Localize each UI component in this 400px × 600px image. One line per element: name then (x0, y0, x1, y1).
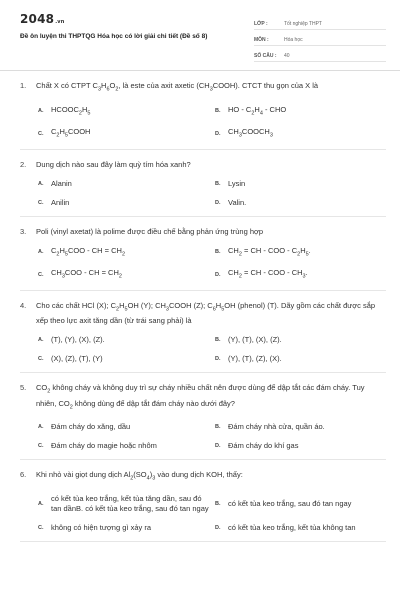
question-text: $CO_2$ không cháy và không duy trì sự cháy nhiều chất nên được dùng để dập tắt các đám cháy. Tuy nhiên, $CO_2$ không dùng để dập tắt đám cháy nào dưới đây? (36, 383, 365, 410)
question-stem (20, 382, 386, 413)
answer-option-b[interactable] (215, 335, 386, 345)
question-number: 1. (20, 81, 27, 90)
meta-row-question-count (254, 46, 386, 62)
answer-option-d[interactable] (215, 127, 386, 141)
answer-option-b[interactable] (215, 246, 386, 260)
option-letter: D. (215, 356, 221, 362)
document-title: Đề ôn luyện thi THPTQG Hóa học có lời giải chi tiết (Đề số 8) (20, 33, 208, 40)
answer-option-d[interactable] (215, 441, 386, 451)
option-letter: C. (38, 130, 44, 137)
option-text: Anilin (51, 197, 70, 207)
answer-option-b[interactable] (215, 179, 386, 189)
option-text: không có hiện tượng gì xảy ra (51, 522, 151, 532)
question-number: 4. (20, 300, 27, 310)
option-letter: A. (38, 337, 44, 343)
answer-option-c[interactable] (38, 198, 209, 208)
question-stem (20, 80, 386, 96)
option-text: $C_2H_5COO$ - CH = $CH_2$ (51, 245, 125, 257)
document-meta (254, 14, 386, 62)
question-6 (20, 469, 386, 542)
answer-option-a[interactable] (38, 105, 209, 119)
option-text: Đám cháy nhà cửa, quần áo. (228, 422, 325, 431)
answer-option-b[interactable] (215, 422, 386, 432)
question-1 (20, 80, 386, 150)
option-text: Đám cháy do magie hoặc nhôm (51, 441, 157, 450)
question-text: Cho các chất HCl (X); $C_2H_5OH$ (Y); $CH_3COOH$ (Z); $C_6H_5OH$ (phenol) (T). Dãy gồm các chất được sắp xếp theo lực axit tăng dần (từ trái sang phải) là (36, 300, 376, 325)
answer-option-d[interactable] (215, 354, 386, 364)
question-stem (20, 469, 386, 485)
option-letter: A. (38, 500, 44, 507)
option-text: $C_2H_5COOH$ (51, 127, 91, 139)
option-letter: D. (215, 199, 221, 206)
question-number: 6. (20, 470, 27, 479)
option-letter: C. (38, 199, 44, 206)
answer-option-c[interactable] (38, 354, 209, 364)
option-letter: C. (38, 443, 44, 449)
meta-value: Hóa học (284, 37, 303, 43)
question-number: 5. (20, 383, 27, 392)
question-3 (20, 226, 386, 291)
option-letter: D. (215, 130, 221, 137)
question-number: 2. (20, 159, 27, 169)
question-text: Dung dịch nào sau đây làm quỳ tím hóa xanh? (36, 159, 191, 169)
answer-option-b[interactable] (215, 494, 386, 514)
question-stem (20, 159, 386, 170)
meta-label: LỚP : (254, 21, 268, 27)
question-2 (20, 159, 386, 217)
option-text: Đám cháy do xăng, dầu (51, 422, 131, 431)
meta-label: SỐ CÂU : (254, 53, 277, 59)
option-text: Lysin (228, 178, 246, 188)
answer-option-d[interactable] (215, 523, 386, 533)
option-text: $CH_3COO$ - CH = $CH_2$ (51, 268, 122, 280)
option-letter: C. (38, 271, 44, 278)
option-letter: A. (38, 249, 44, 256)
option-letter: D. (215, 443, 221, 449)
option-letter: A. (38, 108, 44, 115)
option-text: (Y), (T), (X), (Z). (228, 335, 282, 344)
answer-options (20, 494, 386, 533)
option-letter: A. (38, 180, 44, 187)
option-text: HO - $C_2H_4$ - CHO (228, 104, 287, 116)
option-text: có kết tủa keo trắng, kết tủa tăng dần, sau đó tan dầnB. có kết tủa keo trắng, sau đó tan ngay (51, 493, 209, 513)
question-4 (20, 300, 386, 374)
option-letter: B. (215, 337, 221, 343)
header-divider (0, 70, 400, 71)
meta-row-subject (254, 30, 386, 46)
answer-option-c[interactable] (38, 523, 209, 533)
answer-option-d[interactable] (215, 268, 386, 282)
option-text: có kết tủa keo trắng, kết tủa không tan (228, 522, 356, 532)
question-list (20, 80, 386, 551)
answer-option-a[interactable] (38, 246, 209, 260)
question-text: Khi nhỏ vài giọt dung dịch $Al_2(SO_4)_3$ vào dung dịch KOH, thấy: (36, 470, 243, 482)
answer-option-b[interactable] (215, 105, 386, 119)
question-text: Poli (vinyl axetat) là polime được điều chế bằng phản ứng trùng hợp (36, 226, 264, 236)
option-letter: A. (38, 424, 44, 430)
option-letter: B. (215, 500, 221, 507)
answer-option-c[interactable] (38, 268, 209, 282)
answer-option-a[interactable] (38, 179, 209, 189)
answer-options (20, 105, 386, 141)
option-text: (T), (Y), (X), (Z). (51, 335, 105, 344)
question-stem (20, 300, 386, 327)
option-letter: C. (38, 356, 44, 362)
option-text: có kết tủa keo trắng, sau đó tan ngay (228, 498, 352, 508)
answer-option-a[interactable] (38, 422, 209, 432)
option-text: (Y), (T), (Z), (X). (228, 354, 282, 363)
answer-option-a[interactable] (38, 494, 209, 514)
answer-option-c[interactable] (38, 127, 209, 141)
question-number: 3. (20, 226, 27, 236)
answer-options (20, 246, 386, 282)
option-letter: B. (215, 249, 221, 256)
option-text: $CH_3COOCH_3$ (228, 127, 273, 139)
meta-label: MÔN : (254, 37, 269, 43)
meta-value: 40 (284, 53, 290, 59)
answer-option-d[interactable] (215, 198, 386, 208)
option-text: Đám cháy do khí gas (228, 441, 299, 450)
answer-option-c[interactable] (38, 441, 209, 451)
option-letter: C. (38, 524, 44, 531)
answer-options (20, 335, 386, 364)
option-letter: B. (215, 424, 221, 430)
answer-option-a[interactable] (38, 335, 209, 345)
option-text: $CH_2$ = CH - COO - $CH_3$. (228, 268, 308, 280)
option-letter: B. (215, 180, 221, 187)
answer-options (20, 179, 386, 208)
site-logo[interactable]: 2048.vn (20, 12, 65, 26)
question-stem (20, 226, 386, 237)
option-text: Alanin (51, 178, 72, 188)
option-text: $HCOOC_2H_5$ (51, 104, 91, 116)
option-letter: D. (215, 271, 221, 278)
question-5 (20, 382, 386, 460)
option-text: $CH_2$ = CH - COO - $C_2H_5$. (228, 245, 311, 257)
question-text: Chất X có CTPT $C_3H_6O_2$, là este của axit axetic $(CH_3COOH)$. CTCT thu gọn của X là (36, 81, 319, 93)
option-letter: D. (215, 524, 221, 531)
option-letter: B. (215, 108, 221, 115)
option-text: Valin. (228, 197, 247, 207)
meta-value: Tốt nghiệp THPT (284, 21, 322, 27)
option-text: (X), (Z), (T), (Y) (51, 354, 103, 363)
page-header (0, 0, 400, 64)
meta-row-class (254, 14, 386, 30)
answer-options (20, 422, 386, 451)
